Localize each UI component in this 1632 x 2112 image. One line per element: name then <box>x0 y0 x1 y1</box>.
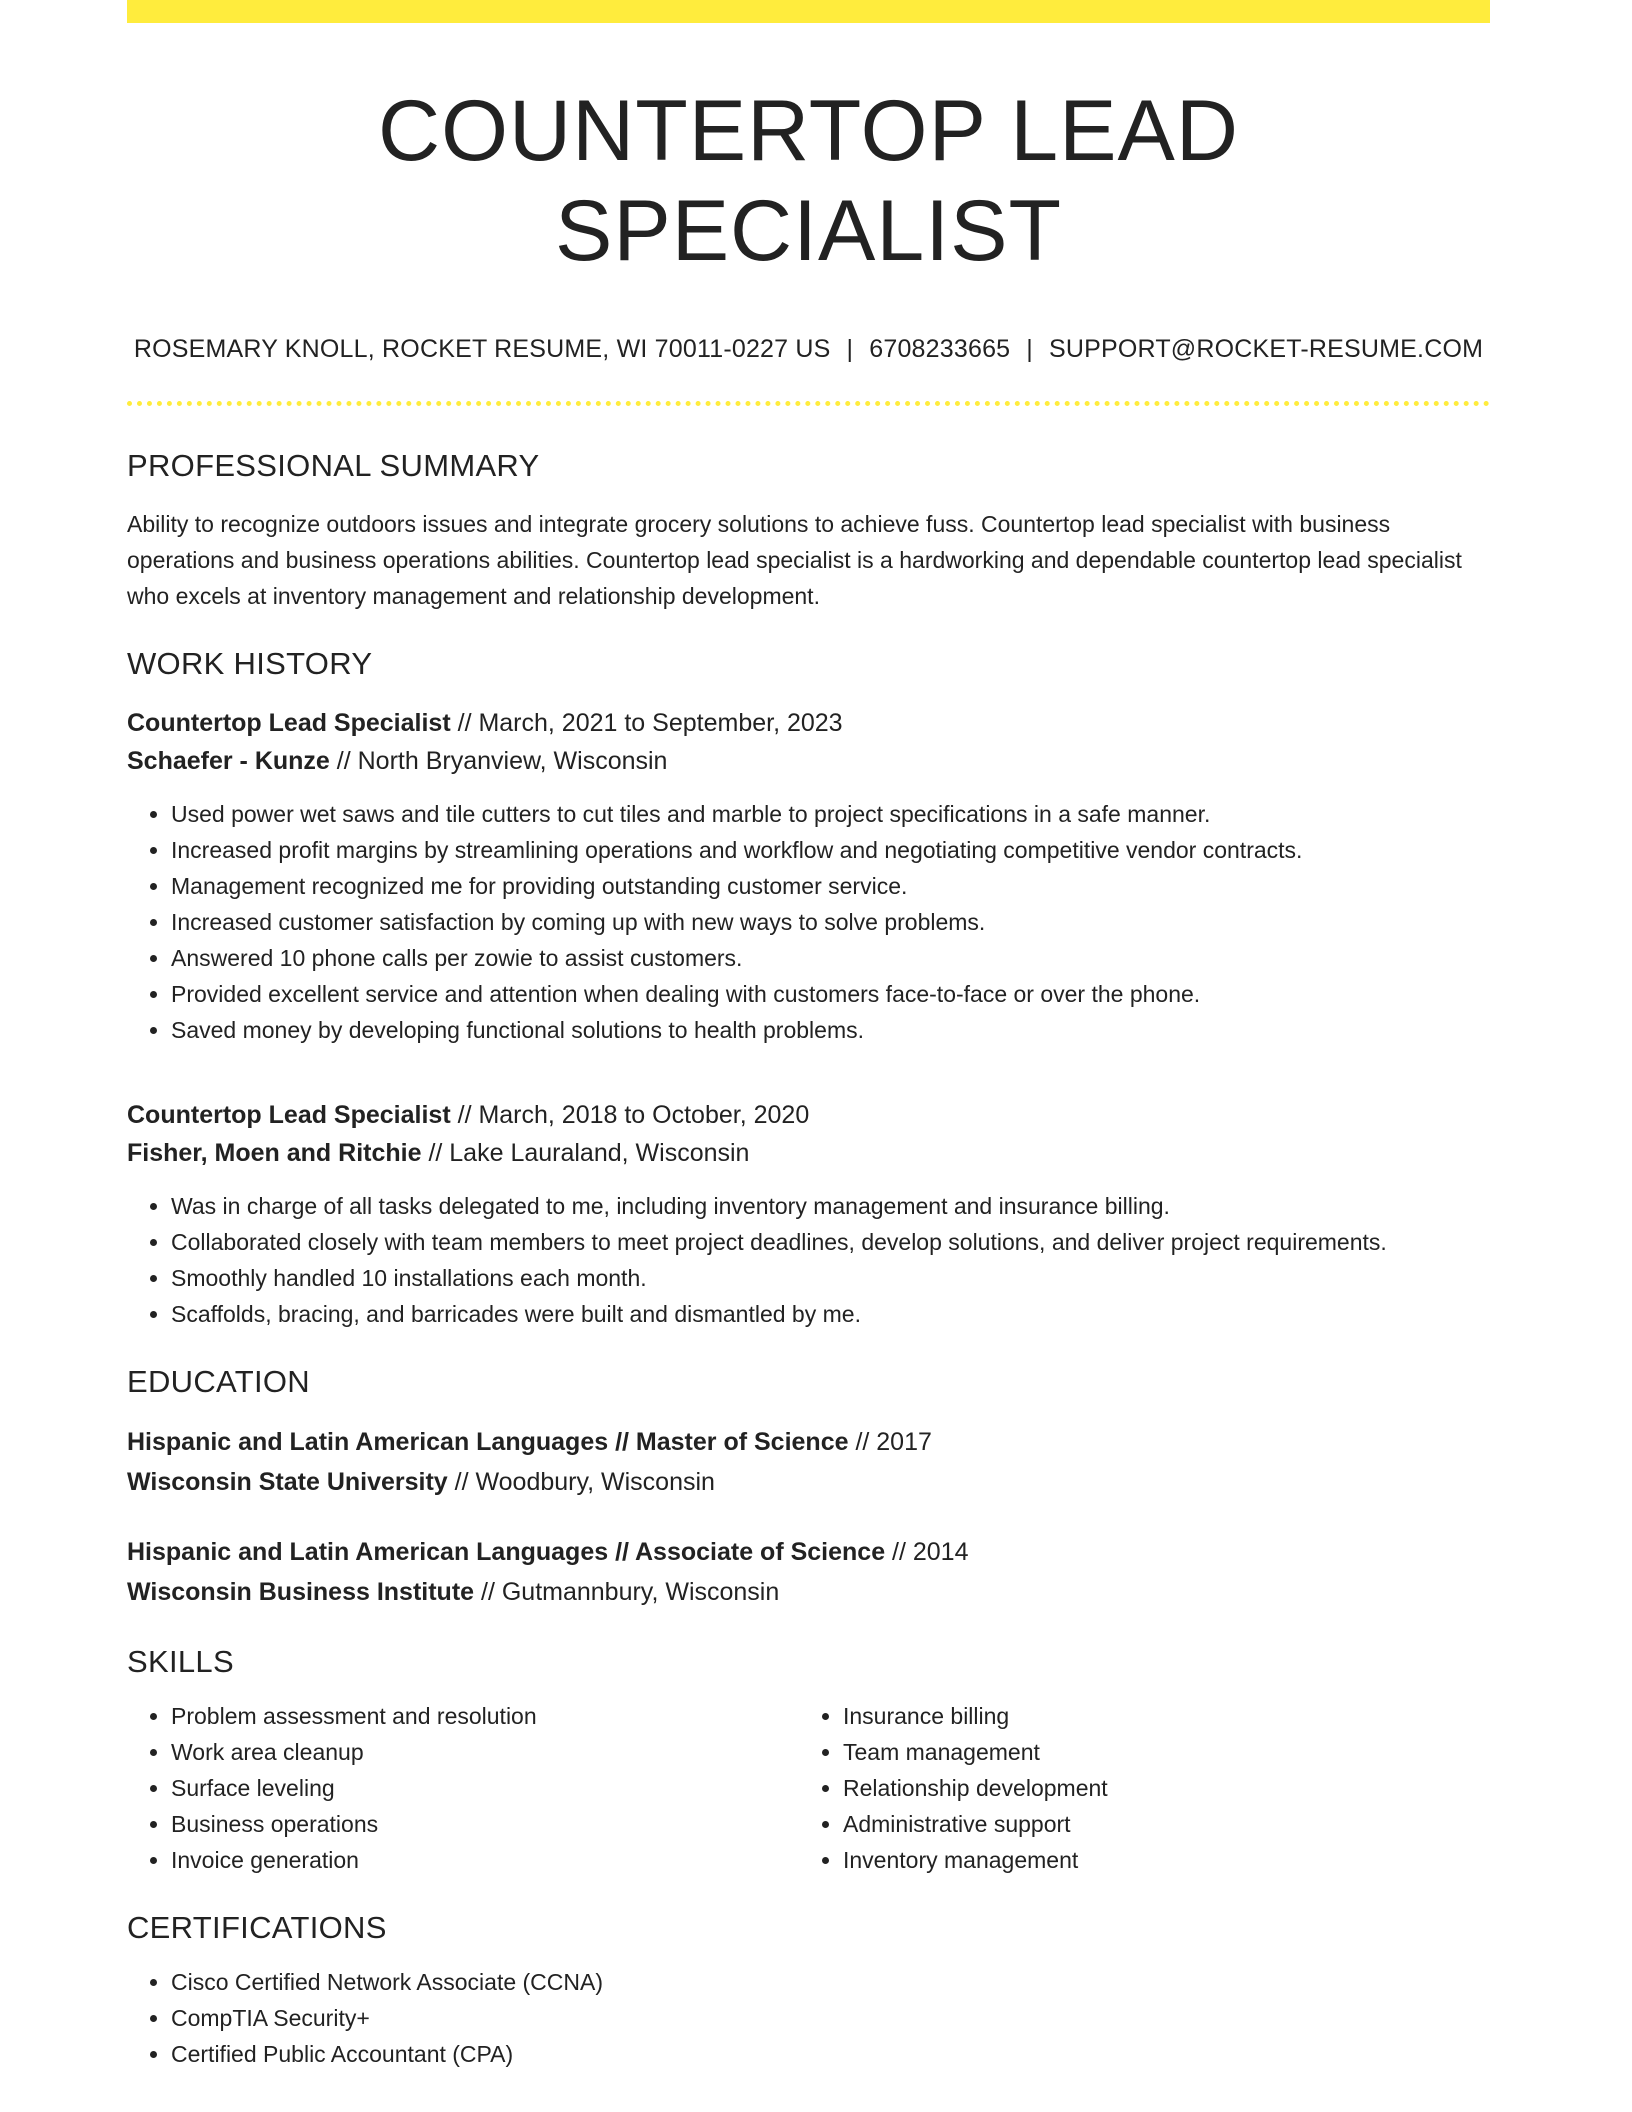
skill-item: • Business operations <box>171 1806 799 1842</box>
skill-item: • Insurance billing <box>843 1698 1471 1734</box>
education-entry <box>127 1422 1490 1502</box>
education-school: Wisconsin Business Institute <box>127 1578 475 1606</box>
education-year: // 2017 <box>848 1428 932 1456</box>
skills-section <box>127 1642 1490 1878</box>
contact-line <box>127 333 1490 365</box>
job-dates: // March, 2018 to October, 2020 <box>450 1101 810 1129</box>
job-bullet: • Provided excellent service and attention when dealing with customers face-to-face or over the phone. <box>171 976 1490 1012</box>
job-bullets <box>127 796 1490 1048</box>
job-bullet: • Smoothly handled 10 installations each month. <box>171 1260 1490 1296</box>
work-history-section <box>127 644 1490 1332</box>
summary-heading: PROFESSIONAL SUMMARY <box>127 448 540 483</box>
skill-item: • Administrative support <box>843 1806 1471 1842</box>
job-company: Fisher, Moen and Ritchie <box>127 1139 422 1167</box>
skill-item: • Team management <box>843 1734 1471 1770</box>
skill-item: • Invoice generation <box>171 1842 799 1878</box>
resume-page <box>127 0 1490 2072</box>
job-title: Countertop Lead Specialist <box>127 709 451 737</box>
job-entry <box>127 1096 1490 1332</box>
job-bullet: • Increased customer satisfaction by coming up with new ways to solve problems. <box>171 904 1490 940</box>
job-entry <box>127 704 1490 1048</box>
job-bullet: • Was in charge of all tasks delegated to me, including inventory management and insurance billing. <box>171 1188 1490 1224</box>
education-degree-line <box>127 1422 1490 1462</box>
top-accent-bar <box>127 0 1490 23</box>
dotted-divider <box>127 401 1490 406</box>
contact-phone: 6708233665 <box>869 335 1011 363</box>
job-bullets <box>127 1188 1490 1332</box>
job-location: // Lake Lauraland, Wisconsin <box>421 1139 750 1167</box>
education-degree-line <box>127 1532 1490 1572</box>
education-section <box>127 1362 1490 1612</box>
education-school-line <box>127 1462 1490 1502</box>
certification-item: • Certified Public Accountant (CPA) <box>171 2036 1490 2072</box>
job-bullet: • Increased profit margins by streamlining operations and workflow and negotiating competitive vendor contracts. <box>171 832 1490 868</box>
page-title: COUNTERTOP LEAD SPECIALIST <box>378 83 1239 279</box>
job-company-line <box>127 1134 1490 1172</box>
skills-heading: SKILLS <box>127 1644 234 1679</box>
job-bullet: • Saved money by developing functional solutions to health problems. <box>171 1012 1490 1048</box>
job-location: // North Bryanview, Wisconsin <box>329 747 668 775</box>
education-school-line <box>127 1572 1490 1612</box>
certifications-heading: CERTIFICATIONS <box>127 1910 387 1945</box>
education-degree: Hispanic and Latin American Languages // Associate of Science <box>127 1538 886 1566</box>
education-year: // 2014 <box>885 1538 969 1566</box>
education-degree: Hispanic and Latin American Languages // Master of Science <box>127 1428 849 1456</box>
job-bullet: • Management recognized me for providing outstanding customer service. <box>171 868 1490 904</box>
job-title-line <box>127 1096 1490 1134</box>
skills-column-right <box>799 1698 1471 1878</box>
certification-item: • Cisco Certified Network Associate (CCNA) <box>171 1964 1490 2000</box>
contact-separator: | <box>846 335 854 363</box>
education-school: Wisconsin State University <box>127 1468 448 1496</box>
contact-email: SUPPORT@ROCKET-RESUME.COM <box>1049 335 1484 363</box>
job-title-line <box>127 704 1490 742</box>
skills-columns <box>127 1698 1490 1878</box>
skills-column-left <box>127 1698 799 1878</box>
skill-item: • Inventory management <box>843 1842 1471 1878</box>
work-history-heading: WORK HISTORY <box>127 646 373 681</box>
job-company: Schaefer - Kunze <box>127 747 330 775</box>
certifications-section <box>127 1908 1490 2072</box>
education-location: // Woodbury, Wisconsin <box>447 1468 715 1496</box>
skill-item: • Problem assessment and resolution <box>171 1698 799 1734</box>
job-company-line <box>127 742 1490 780</box>
job-bullet: • Collaborated closely with team members to meet project deadlines, develop solutions, and deliver project requirements. <box>171 1224 1490 1260</box>
job-list <box>127 704 1490 1332</box>
contact-separator: | <box>1026 335 1033 363</box>
education-heading: EDUCATION <box>127 1364 310 1399</box>
contact-address: ROSEMARY KNOLL, ROCKET RESUME, WI 70011-0227 US <box>133 335 831 363</box>
education-list <box>127 1422 1490 1612</box>
job-bullet: • Used power wet saws and tile cutters to cut tiles and marble to project specifications in a safe manner. <box>171 796 1490 832</box>
skill-item: • Relationship development <box>843 1770 1471 1806</box>
summary-text: Ability to recognize outdoors issues and integrate grocery solutions to achieve fuss. Countertop lead specialist with business operations and business operations abilities. Countertop lead specialist is a hardworking and dependable countertop lead specialist who excels at inventory management and relationship development. <box>127 511 1462 609</box>
certification-item: • CompTIA Security+ <box>171 2000 1490 2036</box>
education-location: // Gutmannbury, Wisconsin <box>474 1578 780 1606</box>
skill-item: • Surface leveling <box>171 1770 799 1806</box>
job-dates: // March, 2021 to September, 2023 <box>450 709 843 737</box>
job-bullet: • Answered 10 phone calls per zowie to assist customers. <box>171 940 1490 976</box>
job-bullet: • Scaffolds, bracing, and barricades were built and dismantled by me. <box>171 1296 1490 1332</box>
certifications-list <box>127 1964 1490 2072</box>
job-title: Countertop Lead Specialist <box>127 1101 451 1129</box>
education-entry <box>127 1532 1490 1612</box>
skill-item: • Work area cleanup <box>171 1734 799 1770</box>
